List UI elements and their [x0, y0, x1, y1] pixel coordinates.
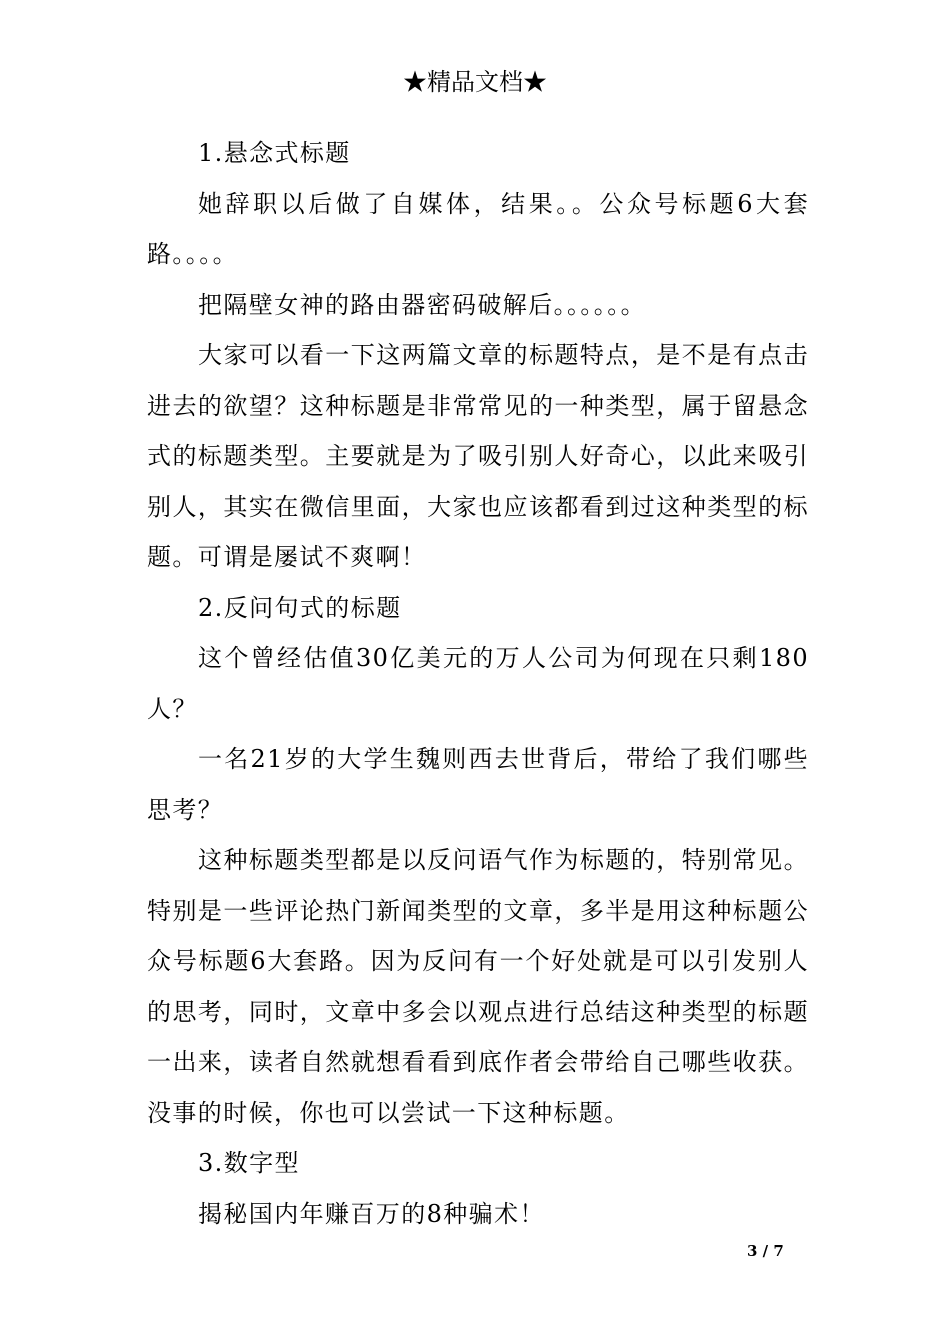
example-title-paragraph: 把隔壁女神的路由器密码破解后。。。。。。	[198, 290, 646, 319]
section-heading-rhetorical: 2.反问句式的标题	[198, 593, 402, 622]
document-body	[147, 128, 809, 1239]
document-header: ★精品文档★	[403, 68, 547, 96]
example-title-paragraph: 这个曾经估值30亿美元的万人公司为何现在只剩180人？	[147, 644, 809, 723]
section-heading-suspense: 1.悬念式标题	[198, 139, 351, 167]
example-title-paragraph: 她辞职以后做了自媒体，结果。。公众号标题6大套路。。。。	[147, 189, 809, 268]
page-number: 3 / 7	[747, 1242, 784, 1260]
example-title-paragraph: 揭秘国内年赚百万的8种骗术！	[198, 1199, 545, 1228]
body-paragraph: 大家可以看一下这两篇文章的标题特点，是不是有点击进去的欲望？这种标题是非常常见的一种类型，属于留悬念式的标题类型。主要就是为了吸引别人好奇心，以此来吸引别人，其实在微信里面，大家也应该都看到过这种类型的标题。可谓是屡试不爽啊！	[147, 341, 809, 571]
section-heading-numeric: 3.数字型	[198, 1149, 300, 1177]
body-paragraph: 这种标题类型都是以反问语气作为标题的，特别常见。特别是一些评论热门新闻类型的文章，多半是用这种标题公众号标题6大套路。因为反问有一个好处就是可以引发别人的思考，同时，文章中多会以观点进行总结这种类型的标题一出来，读者自然就想看看到底作者会带给自己哪些收获。没事的时候，你也可以尝试一下这种标题。	[147, 846, 809, 1127]
example-title-paragraph: 一名21岁的大学生魏则西去世背后，带给了我们哪些思考？	[147, 745, 809, 824]
